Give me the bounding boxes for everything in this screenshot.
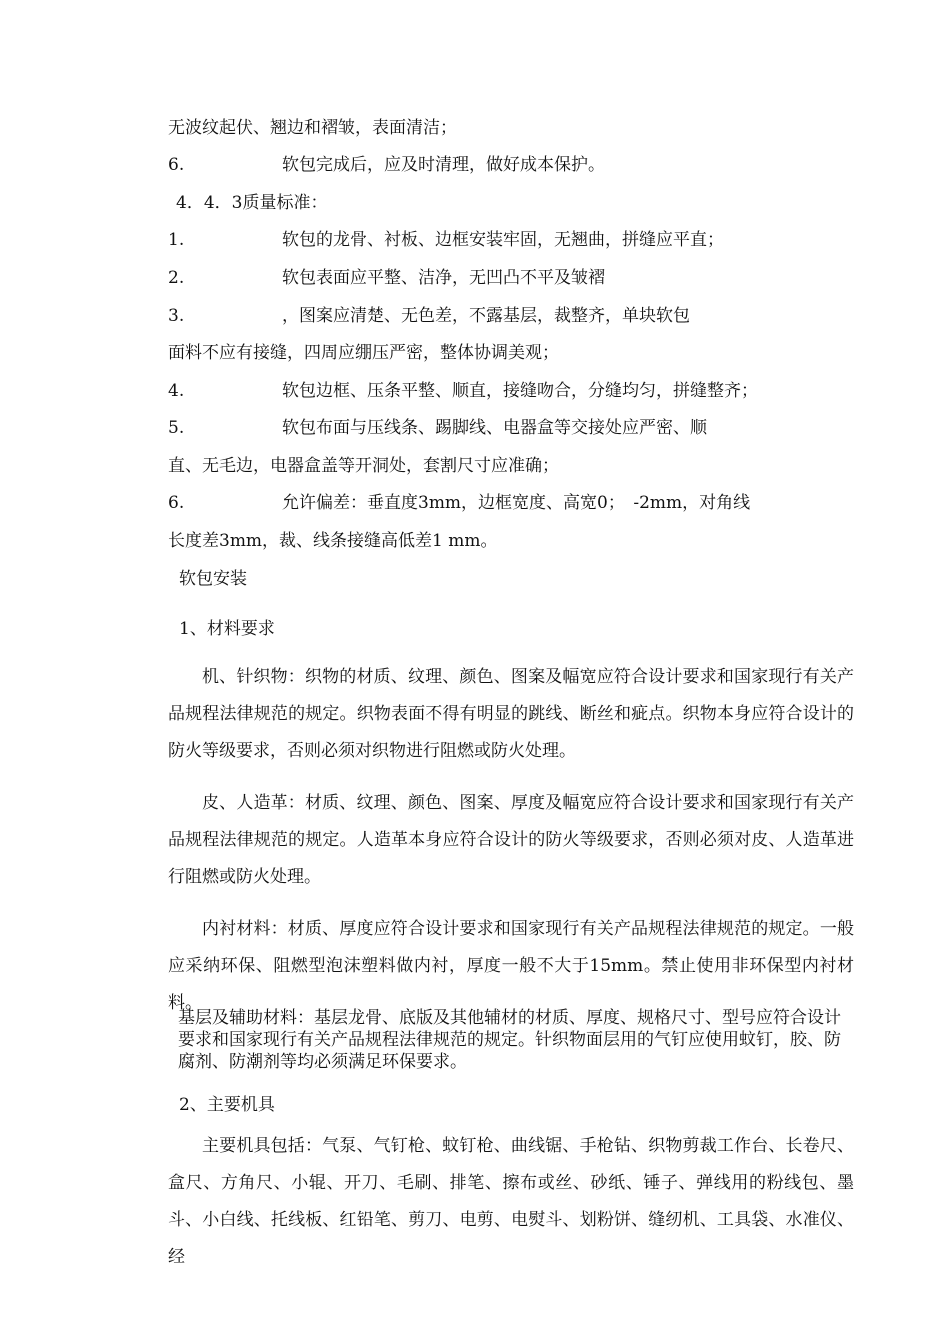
list-item-text: 软包布面与压线条、踢脚线、电器盒等交接处应严密、顺 [282,418,707,438]
section-heading: 软包安装 [179,569,247,589]
section-heading: 4．4．3质量标准： [176,193,328,213]
list-number: 4. [168,381,185,401]
list-number: 5. [168,418,185,438]
text-line: 面料不应有接缝，四周应绷压严密，整体协调美观； [168,343,559,363]
list-item-text: 软包边框、压条平整、顺直，接缝吻合，分缝均匀，拼缝整齐； [282,381,758,401]
list-number: 3. [168,306,185,326]
text-line: 直、无毛边，电器盒盖等开洞处，套割尺寸应准确； [168,456,559,476]
list-number: 6. [168,155,185,175]
list-number: 2. [168,268,185,288]
list-item-text: 软包完成后，应及时清理，做好成本保护。 [282,155,605,175]
paragraph-lining: 内衬材料：材质、厚度应符合设计要求和国家现行有关产品规程法律规范的规定。一般应采纳环保、阻燃型泡沫塑料做内衬，厚度一般不大于15mm。禁止使用非环保型内衬材料。 [168,919,854,1013]
text-line: 无波纹起伏、翘边和褶皱，表面清洁； [168,118,457,138]
list-item-text: ，图案应清楚、无色差，不露基层，裁整齐，单块软包 [282,306,690,326]
list-item-text: 允许偏差：垂直度3mm，边框宽度、高宽0； -2mm，对角线 [282,493,751,513]
paragraph-base-materials: 基层及辅助材料：基层龙骨、底版及其他辅材的材质、厚度、规格尺寸、型号应符合设计要求和国家现行有关产品规程法律规范的规定。针织物面层用的气钉应使用蚊钉，胶、防腐剂、防潮剂等均必须满足环保要求。 [178,1008,841,1072]
list-item-text: 软包表面应平整、洁净，无凹凸不平及皱褶 [282,268,605,288]
list-number: 6. [168,493,185,513]
paragraph-leather: 皮、人造革：材质、纹理、颜色、图案、厚度及幅宽应符合设计要求和国家现行有关产品规程法律规范的规定。人造革本身应符合设计的防火等级要求，否则必须对皮、人造革进行阻燃或防火处理。 [168,793,854,887]
subsection-heading: 2、主要机具 [179,1095,275,1115]
list-item-text: 软包的龙骨、衬板、边框安装牢固，无翘曲，拼缝应平直； [282,230,724,250]
list-number: 1. [168,230,185,250]
subsection-heading: 1、材料要求 [179,619,275,639]
paragraph-fabric: 机、针织物：织物的材质、纹理、颜色、图案及幅宽应符合设计要求和国家现行有关产品规程法律规范的规定。织物表面不得有明显的跳线、断丝和疵点。织物本身应符合设计的防火等级要求，否则必须对织物进行阻燃或防火处理。 [168,667,854,761]
text-line: 长度差3mm，裁、线条接缝高低差1 mm。 [168,531,498,551]
paragraph-tools: 主要机具包括：气泵、气钉枪、蚊钉枪、曲线锯、手枪钻、织物剪裁工作台、长卷尺、盒尺、方角尺、小辊、开刀、毛刷、排笔、擦布或丝、砂纸、锤子、弹线用的粉线包、墨斗、小白线、托线板、红铅笔、剪刀、电剪、电熨斗、划粉饼、缝纫机、工具袋、水准仪、经 [168,1136,854,1267]
